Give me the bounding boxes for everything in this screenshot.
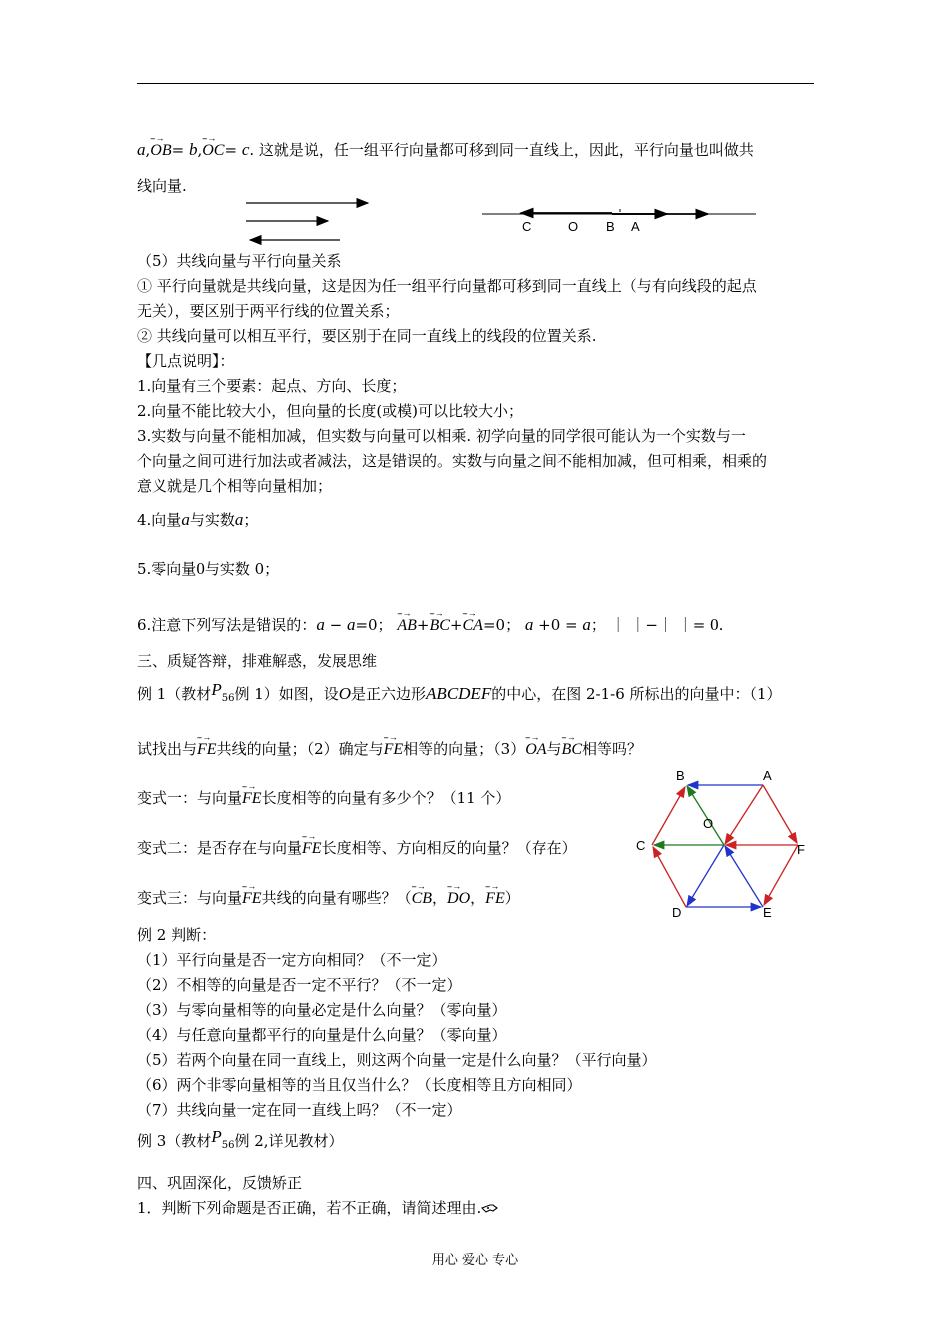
note-item: 意义就是几个相等向量相加； [137,477,333,495]
math-P: P [211,680,222,699]
header-rule [137,83,814,84]
hex-label-A: A [763,768,772,783]
question-text: 1．判断下列命题是否正确，若不正确，请简述理由. [137,1199,482,1217]
label-C: C [522,219,532,234]
list-item: （3）与零向量相等的向量必定是什么向量？（零向量） [137,1001,507,1019]
math-c: c [241,140,250,159]
ex-text: ， [470,889,486,907]
op: =0； [355,616,393,634]
ex-text: 变式一：与向量 [137,789,243,807]
vector-FE: -- → FE [384,740,404,760]
list-item: （6）两个非零向量相等的当且仅当什么？（长度相等且方向相同） [137,1076,582,1094]
note-item [137,510,258,530]
vector-OA: -- → OA [525,740,546,760]
subscript: 56 [221,693,235,704]
math-zero: 0 [710,615,719,634]
hex-label-F: F [797,842,805,857]
vector-EO-arrow [725,846,763,907]
math-a: a [137,140,146,159]
note-text: 5.零向量 [137,560,197,578]
list-item: （4）与任意向量都平行的向量是什么向量？（零向量） [137,1026,507,1044]
vector-FE-arrow [764,845,798,905]
ex-text: 例 3（教材 [137,1132,212,1150]
ex-text: 例 2,详见教材） [234,1132,344,1150]
label-O: O [568,219,579,234]
op: − [324,616,347,634]
vector-CB-arrow [652,787,685,845]
ex-text: 是正六边形 [351,685,427,703]
ex-text: 共线的向量；（2）确定与 [216,740,384,758]
ex-text: 长度相等、方向相反的向量？（存在） [321,839,577,857]
page-footer: 用心 爱心 专心 [431,1253,519,1268]
variant-line [137,888,520,909]
vector-BC: -- → BC [562,740,582,760]
list-item: （5）若两个向量在同一直线上，则这两个向量一定是什么向量？（平行向量） [137,1051,657,1069]
note-text: ； [243,511,259,529]
section-heading: 四、巩固深化，反馈矫正 [137,1174,303,1192]
list-item: （7）共线向量一定在同一直线上吗？（不一定） [137,1101,462,1119]
text-line: ① 平行向量就是共线向量，这是因为任一组平行向量都可移到同一直线上（与有向线段的起点 [137,277,757,295]
vector-DO: -- → DO [447,889,470,909]
math-b: b [188,140,198,159]
vector-DC-arrow [653,847,686,907]
hex-label-C: C [636,838,646,853]
ex-text: 变式二：是否存在与向量 [137,839,303,857]
example1-line [137,680,782,709]
line1-text: . 这就是说，任一组平行向量都可移到同一直线上，因此，平行向量也叫做共 [249,141,754,159]
note-item: 3.实数与向量不能相加减，但实数与向量可以相乘. 初学向量的同学很可能认为一个实数与一 [137,427,746,445]
vector-FE: -- → FE [302,839,322,859]
math-a: a [181,510,190,529]
example3-line [137,1127,344,1156]
op: + [449,616,463,634]
text-line: a,-- → OB= b,-- → OC= c. 这就是说，任一组平行向量都可移到同一直线上，因此，平行向量也叫做共 [137,140,754,161]
note-item: 个向量之间可进行加法或者减法，这是错误的。实数与向量之间不能相加减，但可相乘，相乘的 [137,452,768,470]
vector-BC: -- → BC [429,616,449,636]
note-text: 4.向量 [137,511,182,529]
vector-OB: -- → OB [150,141,171,161]
label-A: A [631,219,640,234]
op: + [416,616,430,634]
hex-label-E: E [763,905,772,920]
variant-line [137,788,510,809]
hand-icon [481,1202,499,1214]
vector-OD-arrow [687,845,724,906]
math-a: a [234,510,244,529]
ex-text: ） [504,889,520,907]
note-item [137,615,723,636]
hexagon-figure [630,765,810,925]
section-heading: 三、质疑答辩，排难解惑，发展思维 [137,652,378,670]
math-P: P [211,1127,222,1146]
vector-CA: -- → CA [463,616,483,636]
equals: = [224,141,242,159]
vector-AF-arrow [763,785,797,843]
math-ABCDEF: ABCDEF [426,684,492,703]
op: . [718,616,724,634]
note-item [137,559,279,579]
note-text: 与实数 [189,511,235,529]
vector-FE: -- → FE [485,889,505,909]
ex-text: 与 [546,740,562,758]
op: ； [590,616,606,634]
parallel-vectors-figure [230,195,770,247]
note-text: 6.注意下列写法是错误的： [137,616,317,634]
ex-text: 例 1（教材 [137,685,212,703]
math-a: a [346,615,356,634]
question-line [137,1198,499,1218]
ex-text: 变式三：与向量 [137,889,243,907]
vector-OC: -- → OC [202,141,224,161]
vector-CB: -- → CB [412,889,432,909]
vector-FE: -- → FE [197,740,217,760]
text-line: 线向量. [137,177,187,195]
vector-FE: -- → FE [242,889,262,909]
equals: = [171,141,189,159]
math-zero: 0 [196,559,205,578]
vector-AO-arrow [725,785,763,844]
hex-label-D: D [672,905,682,920]
ex-text: ， [432,889,448,907]
note-item: 2.向量不能比较大小，但向量的长度(或模)可以比较大小； [137,402,524,420]
notes-title: 【几点说明】： [137,352,235,370]
label-B: B [606,219,615,234]
text-line: 无关），要区别于两平行线的位置关系； [137,302,400,320]
ex-text: 的中心，在图 2-1-6 所标出的向量中：（1） [491,685,782,703]
section-title: （5）共线向量与平行向量关系 [137,252,342,270]
ex-text: 相等吗？ [582,740,643,758]
math-a: a [316,615,325,634]
hex-label-B: B [676,768,685,783]
math-a: a [582,615,591,634]
op: +0 = [533,616,583,634]
example1-line [137,739,642,760]
text-line: ② 共线向量可以相互平行，要区别于在同一直线上的线段的位置关系. [137,327,597,345]
ex-text: 共线的向量有哪些？（ [261,889,412,907]
variant-line [137,838,577,859]
ex-text: 例 1）如图，设 [234,685,339,703]
list-item: （1）平行向量是否一定方向相同？（不一定） [137,951,447,969]
list-item: （2）不相等的向量是否一定不平行？（不一定） [137,976,462,994]
math-a: a [524,615,534,634]
vector-FE: -- → FE [242,789,262,809]
ex-text: 试找出与 [137,740,198,758]
example2-title: 例 2 判断： [137,926,217,944]
note-text: 与实数 0； [204,560,280,578]
math-O: O [338,684,352,703]
op: =0； [482,616,521,634]
vector-AB: -- → AB [397,616,417,636]
subscript: 56 [221,1140,235,1151]
ex-text: 长度相等的向量有多少个？（11 个） [261,789,511,807]
hex-label-O: O [703,816,714,831]
note-item: 1.向量有三个要素：起点、方向、长度； [137,377,407,395]
ex-text: 相等的向量；（3） [403,740,526,758]
abs-expr: ｜ ｜−｜ ｜= [610,616,711,634]
